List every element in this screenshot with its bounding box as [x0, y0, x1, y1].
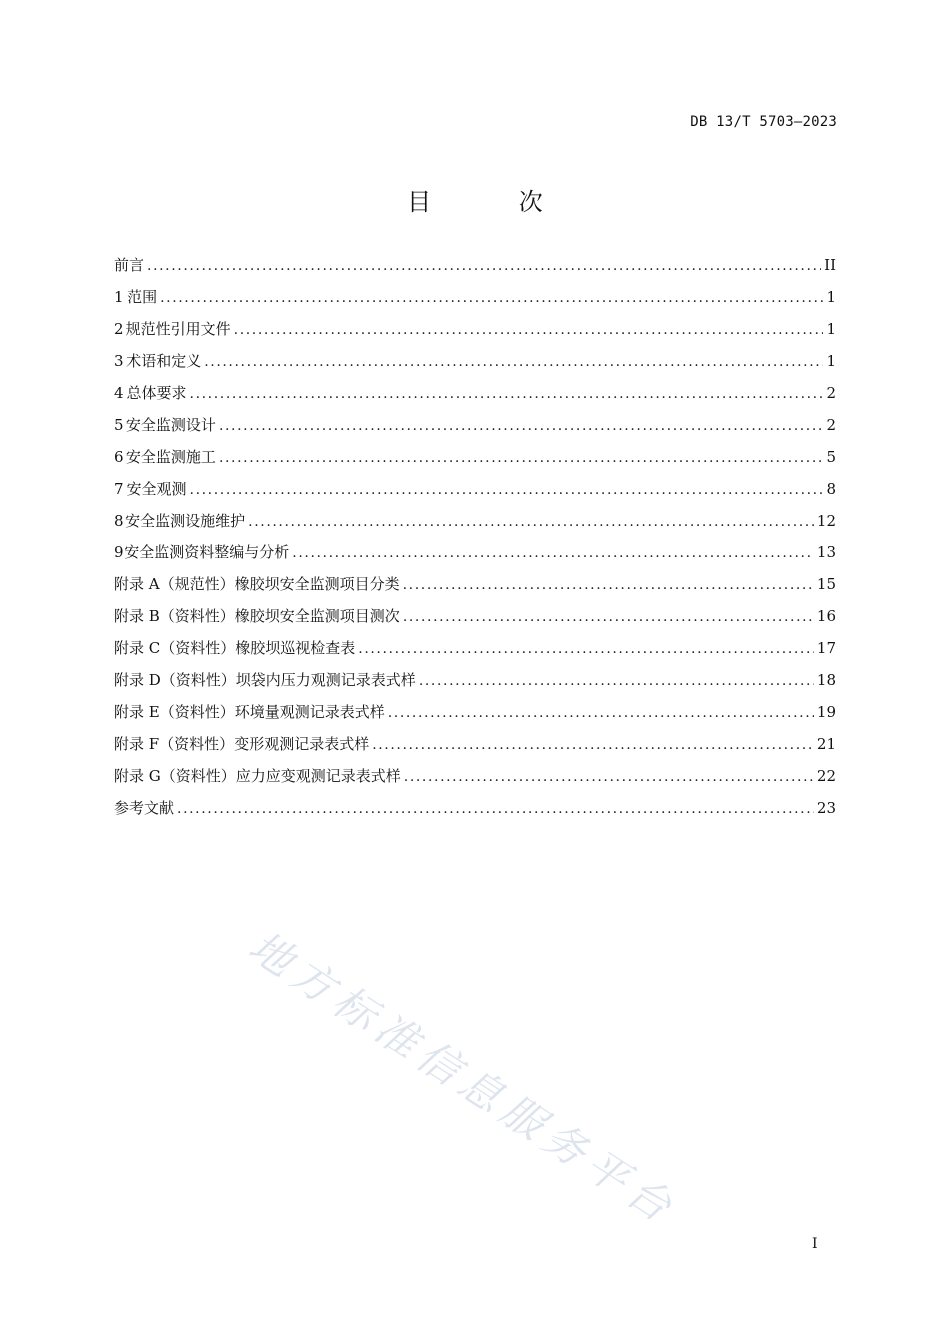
toc-entry[interactable] [114, 253, 836, 285]
toc-entry-appendix-prefix: 附录 B（资料性） [114, 607, 235, 626]
toc-entry[interactable] [114, 381, 836, 413]
page-number: I [812, 1236, 818, 1252]
toc-leader-dots [292, 541, 814, 565]
toc-entry-number: 3 [114, 351, 124, 370]
toc-entry-label: 环境量观测记录表式样 [234, 703, 385, 722]
toc-leader-dots [219, 446, 824, 470]
toc-entry-appendix-prefix: 附录 E（资料性） [114, 703, 235, 722]
toc-entry-number: 5 [114, 415, 124, 434]
toc-entry-appendix-prefix: 附录 D（资料性） [114, 671, 236, 690]
toc-leader-dots [404, 765, 814, 789]
toc-entry-page: 17 [816, 639, 836, 658]
toc-entry-page: 8 [826, 479, 836, 498]
toc-entry-label: 坝袋内压力观测记录表式样 [235, 671, 416, 690]
toc-entry-number: 4 [114, 383, 124, 402]
toc-leader-dots [190, 478, 824, 502]
toc-entry-appendix-prefix: 附录 F（资料性） [114, 735, 235, 754]
toc-entry[interactable] [114, 572, 836, 604]
toc-leader-dots [403, 605, 814, 629]
toc-entry-appendix-prefix: 附录 G（资料性） [114, 767, 236, 785]
toc-entry-page: 1 [826, 351, 836, 370]
toc-entry-label: 安全监测设计 [125, 415, 216, 434]
toc-entry-label: 规范性引用文件 [125, 319, 231, 338]
toc-entry-label: 术语和定义 [126, 351, 202, 370]
toc-leader-dots [248, 510, 814, 534]
toc-entry[interactable] [114, 604, 836, 636]
toc-leader-dots [388, 701, 814, 725]
toc-leader-dots [147, 254, 821, 278]
toc-entry[interactable] [114, 796, 836, 828]
toc-entry-number: 6 [114, 447, 124, 466]
toc-entry-page: 19 [816, 703, 836, 722]
toc-entry-number: 8 [114, 511, 124, 530]
toc-entry-label: 范围 [127, 287, 158, 306]
toc-entry-page: 15 [816, 575, 836, 594]
toc-entry-page: 22 [816, 767, 836, 785]
toc-entry-number: 1 [114, 287, 124, 306]
toc-entry[interactable] [114, 668, 836, 700]
toc-entry[interactable] [114, 317, 836, 349]
toc-entry-page: 2 [826, 383, 836, 402]
toc-leader-dots [358, 637, 814, 661]
toc-entry-label: 安全监测施工 [125, 447, 216, 466]
toc-entry-page: 12 [816, 511, 836, 530]
toc-entry[interactable] [114, 509, 836, 541]
toc-entry-label: 参考文献 [114, 798, 175, 817]
toc-entry[interactable] [114, 349, 836, 381]
document-code: DB 13/T 5703—2023 [690, 114, 837, 130]
toc-entry-page: 23 [816, 798, 836, 817]
toc-leader-dots [403, 573, 814, 597]
page-title: 目 次 [407, 188, 583, 216]
toc-entry[interactable] [114, 732, 836, 764]
toc-entry-page: 1 [826, 319, 836, 338]
toc-entry-label: 橡胶坝巡视检查表 [235, 639, 356, 658]
toc-entry-page: 16 [816, 607, 836, 626]
toc-entry-label: 橡胶坝安全监测项目测次 [234, 607, 400, 626]
toc-entry-page: 13 [816, 543, 836, 562]
toc-entry-page: 2 [826, 415, 836, 434]
toc-entry[interactable] [114, 477, 836, 509]
toc-entry[interactable] [114, 285, 836, 317]
toc-leader-dots [160, 286, 823, 310]
toc-entry-page: 18 [816, 671, 836, 690]
toc-entry[interactable] [114, 700, 836, 732]
table-of-contents [114, 253, 836, 828]
toc-leader-dots [204, 350, 823, 374]
toc-leader-dots [219, 414, 824, 438]
toc-entry-number: 7 [114, 479, 124, 498]
toc-entry-appendix-prefix: 附录 C（资料性） [114, 639, 236, 658]
toc-entry-label: 安全监测设施维护 [125, 511, 246, 530]
watermark: 地方标准信息服务平台 [240, 921, 687, 1235]
toc-entry-label: 总体要求 [126, 383, 187, 402]
toc-leader-dots [419, 669, 814, 693]
toc-entry-label: 前言 [114, 256, 145, 274]
toc-entry[interactable] [114, 540, 836, 572]
toc-entry-page: 5 [826, 447, 836, 466]
toc-entry-label: 安全监测资料整编与分析 [124, 543, 290, 562]
toc-leader-dots [372, 733, 814, 757]
toc-entry[interactable] [114, 764, 836, 796]
toc-entry-appendix-prefix: 附录 A（规范性） [114, 575, 235, 594]
toc-entry-label: 橡胶坝安全监测项目分类 [234, 575, 400, 594]
toc-entry-page: II [824, 256, 836, 274]
toc-entry-number: 2 [114, 319, 124, 338]
toc-entry-page: 1 [826, 287, 836, 306]
toc-leader-dots [177, 797, 814, 821]
toc-entry-label: 安全观测 [126, 479, 187, 498]
toc-entry[interactable] [114, 636, 836, 668]
toc-entry[interactable] [114, 413, 836, 445]
toc-entry-label: 变形观测记录表式样 [234, 735, 370, 754]
toc-entry-page: 21 [816, 735, 836, 754]
toc-leader-dots [234, 318, 824, 342]
toc-entry[interactable] [114, 445, 836, 477]
toc-entry-number: 9 [114, 543, 124, 562]
toc-entry-label: 应力应变观测记录表式样 [235, 767, 401, 785]
toc-leader-dots [190, 382, 824, 406]
